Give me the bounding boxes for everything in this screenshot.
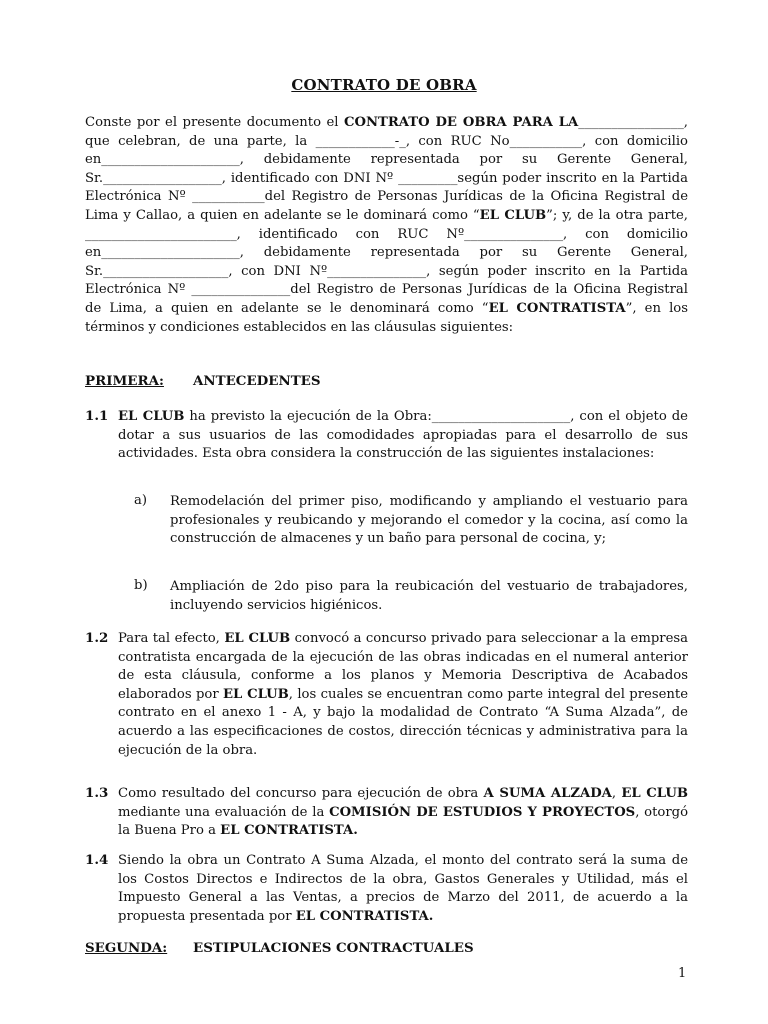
- clause-number-1-2: 1.2: [85, 630, 109, 646]
- clause-number-1-4: 1.4: [85, 852, 109, 868]
- clause-number-1-3: 1.3: [85, 785, 109, 801]
- list-item-b: Ampliación de 2do piso para la reubicación del vestuario de trabajadores, incluyendo servicios higiénicos.: [170, 579, 688, 613]
- section-heading-segunda: SEGUNDA: ESTIPULACIONES CONTRACTUALES: [85, 940, 474, 956]
- intro-paragraph: Conste por el presente documento el CONTRATO DE OBRA PARA LA________________, que celebran, de una parte, la ____________-_, con RUC No___________, con domicilio en_____________________, debidamente representada por su Gerente General, Sr.__________________, identificado con DNI Nº _________según poder inscrito en la Partida Electrónica Nº ___________del Registro de Personas Jurídicas de la Oficina Registral de Lima y Callao, a quien en adelante se le dominará como “EL CLUB”; y, de la otra parte, _______________________, identificado con RUC Nº_______________, con domicilio en_____________________, debidamente representada por su Gerente General, Sr.___________________, con DNI Nº_______________, según poder inscrito en la Partida Electrónica Nº _______________del Registro de Personas Jurídicas de la Oficina Registral de Lima, a quien en adelante se le denominará como “EL CONTRATISTA”, en los términos y condiciones establecidos en las cláusulas siguientes:: [85, 115, 689, 335]
- list-item-marker-a: a): [134, 493, 148, 508]
- clause-1-4-text: Siendo la obra un Contrato A Suma Alzada, el monto del contrato será la suma de los Costos Directos e Indirectos de la obra, Gastos Generales y Utilidad, más el Impuesto General a las Ventas, a precios de Marzo del 2011, de acuerdo a la propuesta presentada por EL CONTRATISTA.: [118, 853, 688, 924]
- clause-1-2-text: Para tal efecto, EL CLUB convocó a concurso privado para seleccionar a la empresa contratista encargada de la ejecución de las obras indicadas en el numeral anterior de esta cláusula, conforme a los planos y Memoria Descriptiva de Acabados elaborados por EL CLUB, los cuales se encuentran como parte integral del presente contrato en el anexo 1 - A, y bajo la modalidad de Contrato “A Suma Alzada”, de acuerdo a las especificaciones de costos, dirección técnicas y administrativa para la ejecución de la obra.: [118, 631, 689, 758]
- section-heading-primera: PRIMERA: ANTECEDENTES: [85, 373, 321, 389]
- list-item-a: Remodelación del primer piso, modificando y ampliando el vestuario para profesionales y reubicando y mejorando el comedor y la cocina, así como la construcción de almacenes y un baño para personal de cocina, y;: [170, 494, 688, 547]
- document-title: CONTRATO DE OBRA: [291, 76, 477, 94]
- clause-1-1-text: EL CLUB ha previsto la ejecución de la Obra:_____________________, con el objeto de dotar a sus usuarios de las comodidades apropiadas para el desarrollo de sus actividades. Esta obra considera la construcción de las siguientes instalaciones:: [118, 409, 688, 462]
- page-number: 1: [678, 966, 687, 981]
- list-item-marker-b: b): [134, 578, 148, 593]
- clause-1-3-text: Como resultado del concurso para ejecución de obra A SUMA ALZADA, EL CLUB mediante una evaluación de la COMISIÓN DE ESTUDIOS Y PROYECTOS, otorgó la Buena Pro a EL CONTRATISTA.: [118, 786, 689, 839]
- clause-number-1-1: 1.1: [85, 408, 109, 424]
